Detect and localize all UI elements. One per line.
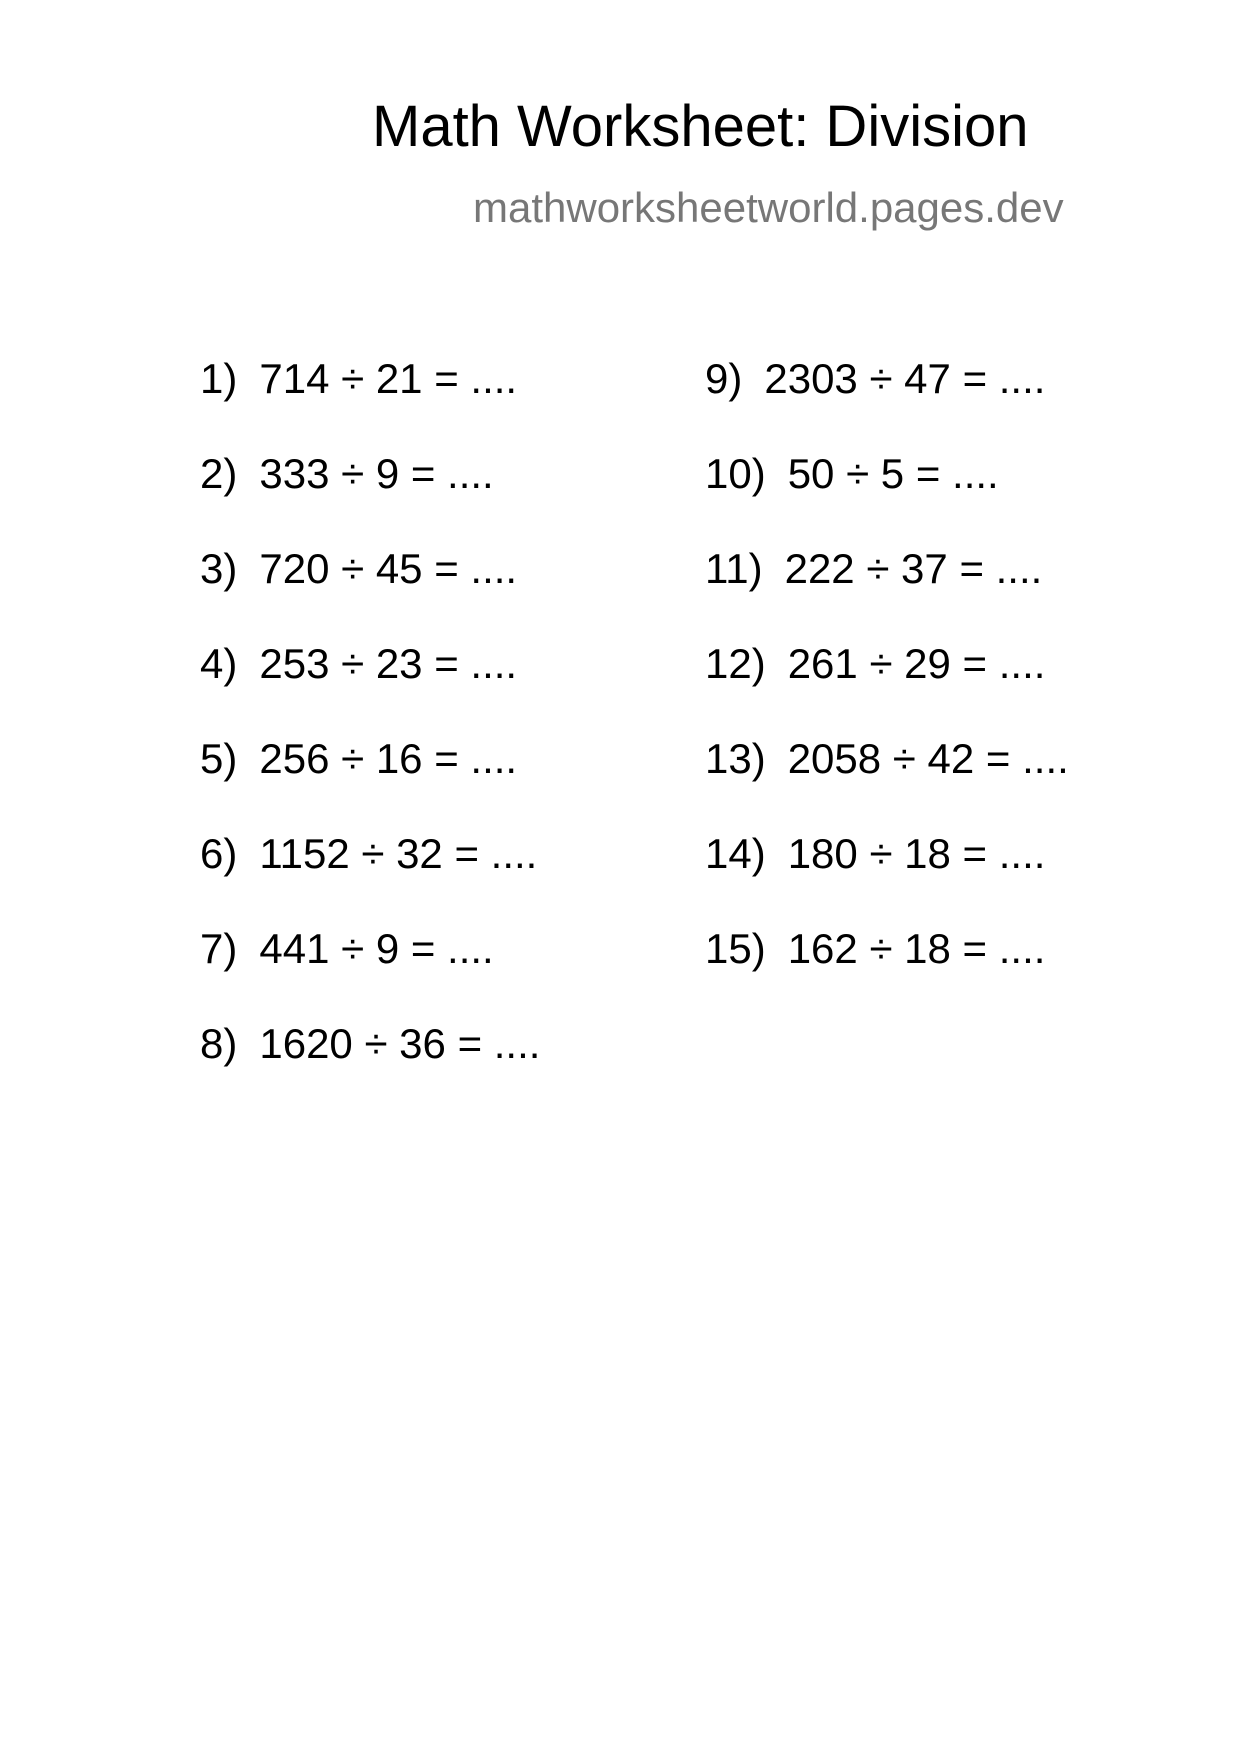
problem-number: 3)	[200, 545, 238, 592]
problem-number: 4)	[200, 640, 238, 687]
problem-item	[200, 545, 540, 640]
problem-item	[200, 925, 540, 1020]
problem-expression: 1620 ÷ 36 = ....	[259, 1020, 541, 1067]
problem-number: 11)	[705, 545, 763, 592]
problem-column-right	[705, 355, 1069, 1020]
problem-item	[705, 640, 1069, 735]
problem-number: 2)	[200, 450, 238, 497]
problem-expression: 2058 ÷ 42 = ....	[787, 735, 1069, 782]
problem-expression: 333 ÷ 9 = ....	[259, 450, 494, 497]
problem-number: 7)	[200, 925, 238, 972]
problem-number: 14)	[705, 830, 766, 877]
problem-expression: 2303 ÷ 47 = ....	[764, 355, 1046, 402]
problem-number: 9)	[705, 355, 743, 402]
problem-expression: 261 ÷ 29 = ....	[787, 640, 1046, 687]
problem-expression: 180 ÷ 18 = ....	[787, 830, 1046, 877]
problem-expression: 162 ÷ 18 = ....	[787, 925, 1046, 972]
problem-number: 6)	[200, 830, 238, 877]
problem-expression: 714 ÷ 21 = ....	[259, 355, 518, 402]
page-title: Math Worksheet: Division	[372, 94, 1029, 159]
problem-number: 10)	[705, 450, 766, 497]
problem-item	[705, 735, 1069, 830]
problem-item	[200, 735, 540, 830]
problem-item	[705, 450, 1069, 545]
problem-expression: 50 ÷ 5 = ....	[787, 450, 999, 497]
problem-number: 13)	[705, 735, 766, 782]
problem-column-left	[200, 355, 540, 1115]
problem-expression: 720 ÷ 45 = ....	[259, 545, 518, 592]
problem-item	[200, 450, 540, 545]
problem-number: 8)	[200, 1020, 238, 1067]
problem-item	[705, 545, 1069, 640]
problem-expression: 1152 ÷ 32 = ....	[259, 830, 538, 877]
problem-expression: 441 ÷ 9 = ....	[259, 925, 494, 972]
problem-item	[200, 640, 540, 735]
problem-number: 15)	[705, 925, 766, 972]
problem-item	[200, 830, 540, 925]
problem-item	[200, 355, 540, 450]
problem-expression: 222 ÷ 37 = ....	[784, 545, 1043, 592]
problem-number: 1)	[200, 355, 238, 402]
problem-number: 12)	[705, 640, 766, 687]
problem-number: 5)	[200, 735, 238, 782]
source-url: mathworksheetworld.pages.dev	[473, 184, 1064, 231]
problem-expression: 253 ÷ 23 = ....	[259, 640, 518, 687]
problem-item	[200, 1020, 540, 1115]
problem-item	[705, 355, 1069, 450]
problem-expression: 256 ÷ 16 = ....	[259, 735, 518, 782]
problem-item	[705, 830, 1069, 925]
problem-item	[705, 925, 1069, 1020]
